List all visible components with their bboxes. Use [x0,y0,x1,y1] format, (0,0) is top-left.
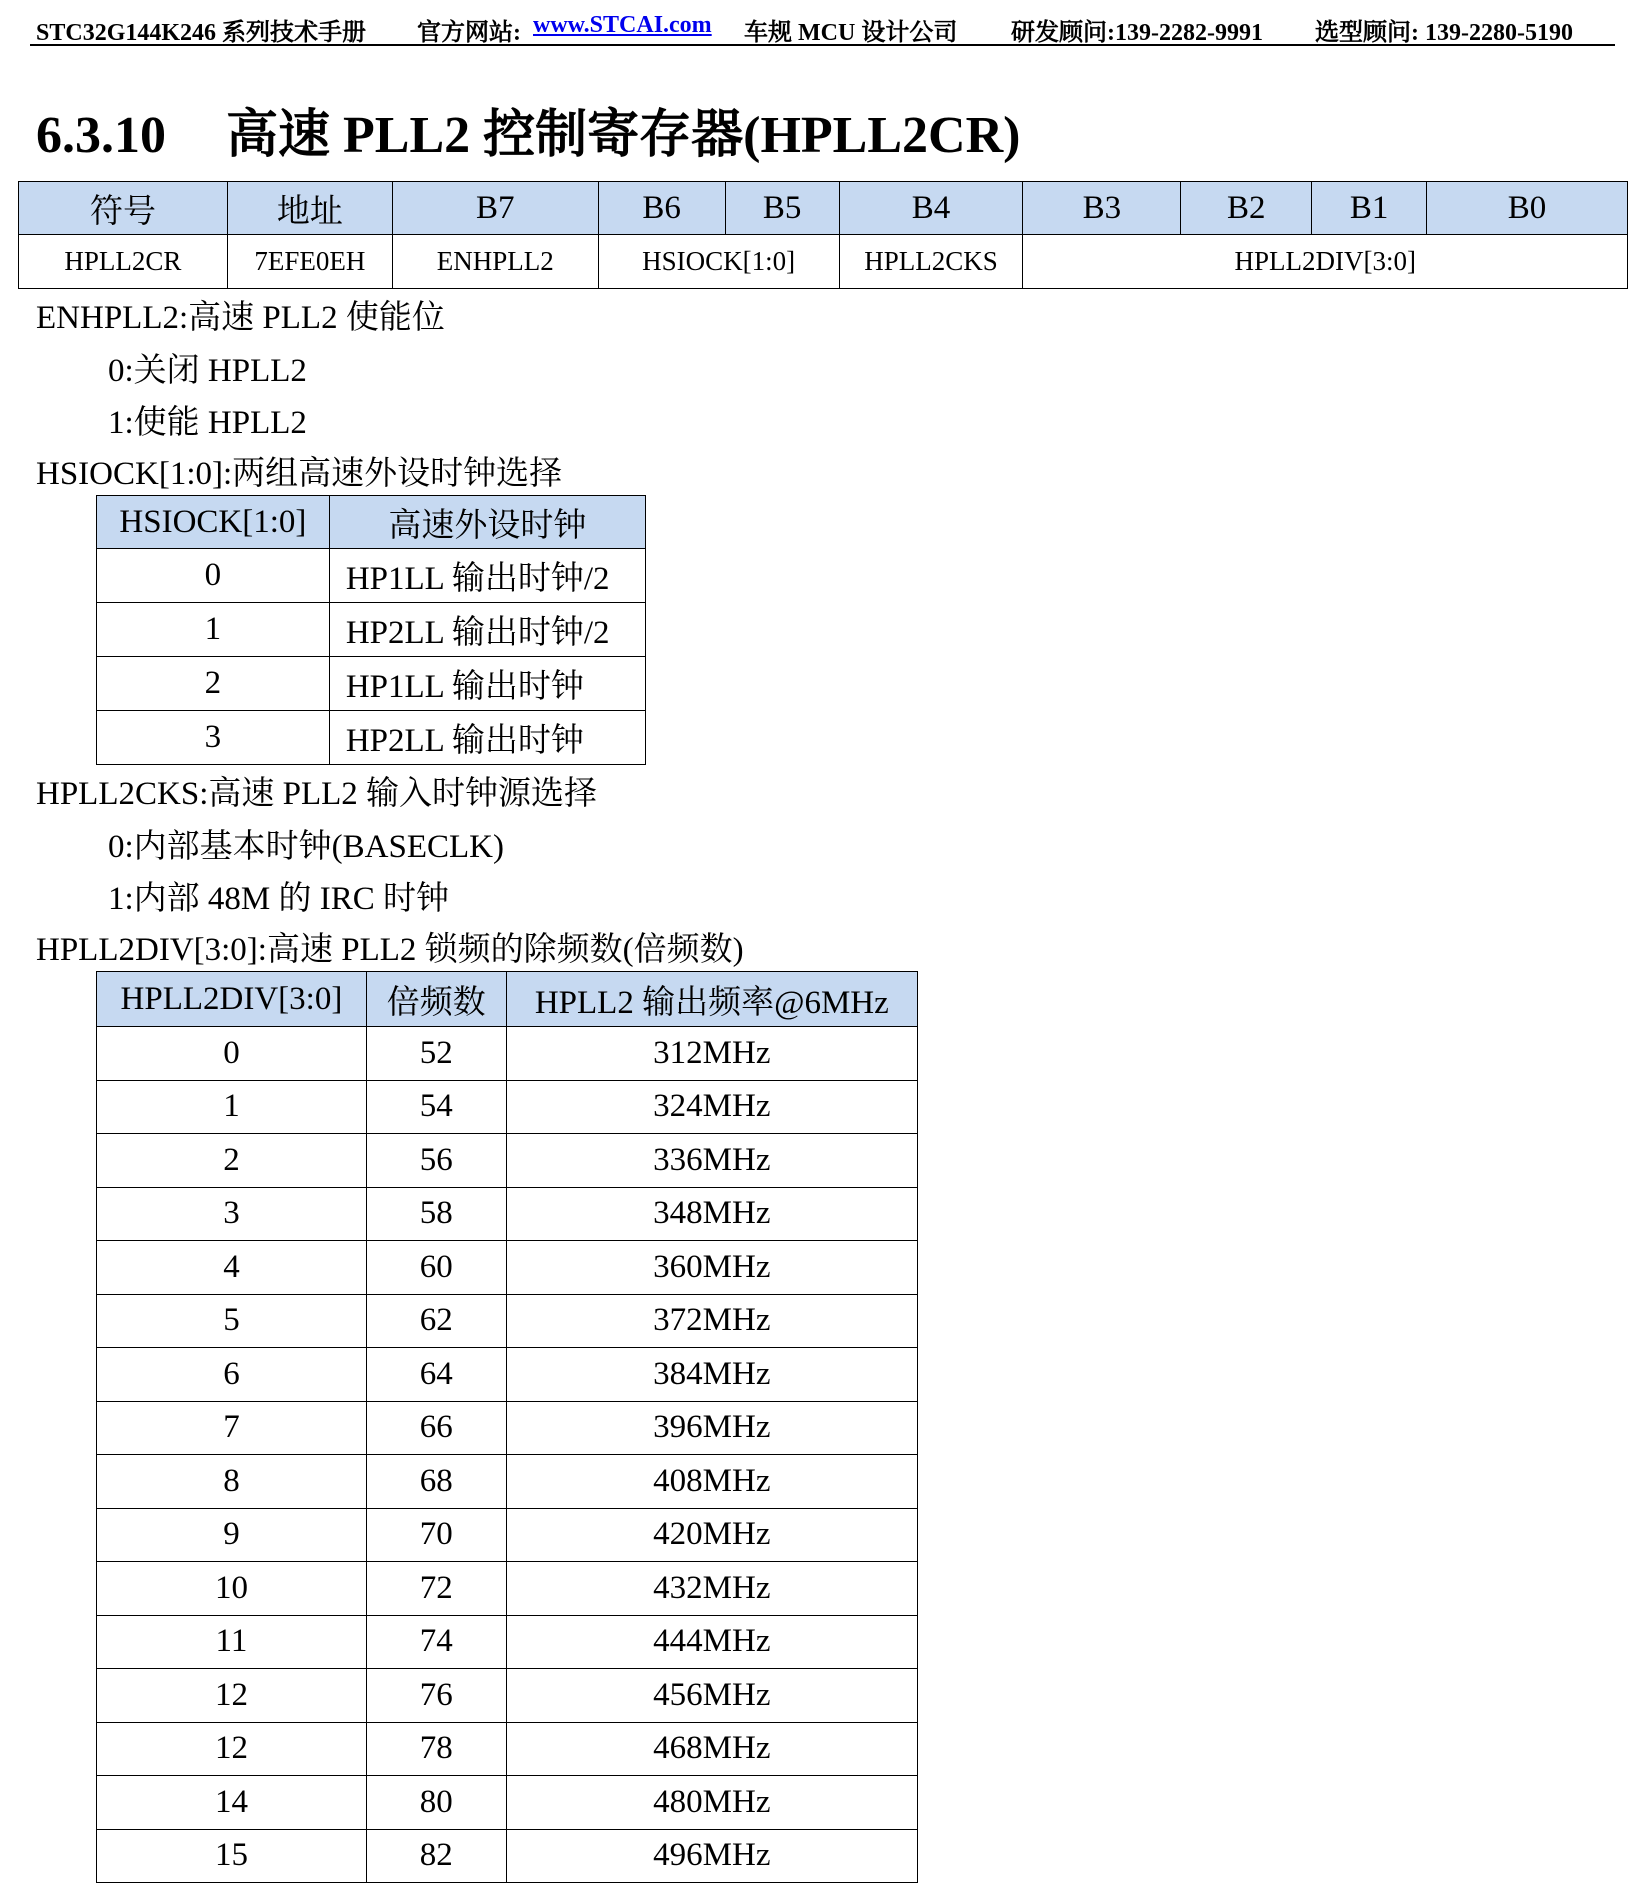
table-row [97,1027,918,1081]
register-header-row [19,182,1628,235]
hpll2div-frequency: 348MHz [506,1187,917,1241]
register-header-cell: 符号 [19,182,228,235]
hsiock-key: 1 [97,603,330,657]
hpll2div-multiplier: 70 [366,1508,506,1562]
table-row [97,1134,918,1188]
table-row [97,1241,918,1295]
table-row [97,1615,918,1669]
hpll2div-multiplier: 54 [366,1080,506,1134]
register-address: 7EFE0EH [227,235,392,289]
hpll2div-frequency: 360MHz [506,1241,917,1295]
register-table [18,181,1628,289]
table-row [97,1508,918,1562]
register-header-cell: B7 [392,182,598,235]
hpll2div-value: 9 [97,1508,367,1562]
register-header-cell: B0 [1427,182,1628,235]
hpll2div-value: 2 [97,1134,367,1188]
hpll2div-frequency: 468MHz [506,1722,917,1776]
table-row [97,1455,918,1509]
hpll2div-multiplier: 74 [366,1615,506,1669]
hpll2div-value: 15 [97,1829,367,1883]
header-site-label: 官方网站: [417,20,521,46]
hsiock-key: 3 [97,711,330,765]
register-bit3-0: HPLL2DIV[3:0] [1023,235,1628,289]
section-title: 高速 PLL2 控制寄存器(HPLL2CR) [226,107,1021,164]
register-header-cell: B1 [1312,182,1427,235]
hpll2div-multiplier: 68 [366,1455,506,1509]
hpll2div-multiplier: 82 [366,1829,506,1883]
hpll2div-multiplier: 66 [366,1401,506,1455]
hpll2div-frequency: 396MHz [506,1401,917,1455]
register-bit6-5: HSIOCK[1:0] [598,235,839,289]
hpll2div-multiplier: 76 [366,1669,506,1723]
table-row [97,1562,918,1616]
page-header [30,8,1615,46]
hpll2div-table-body [97,1027,918,1883]
hsiock-value: HP2LL 输出时钟 [329,711,645,765]
hpll2cks-description: HPLL2CKS:高速 PLL2 输入时钟源选择 [36,776,598,812]
hsiock-table [96,495,646,765]
table-row [97,549,646,603]
hpll2div-frequency: 432MHz [506,1562,917,1616]
table-row [97,1348,918,1402]
hpll2div-frequency: 312MHz [506,1027,917,1081]
register-header-cell: B2 [1181,182,1312,235]
hpll2div-frequency: 336MHz [506,1134,917,1188]
hpll2div-header-cell: 倍频数 [366,972,506,1027]
hsiock-key: 0 [97,549,330,603]
register-bit7: ENHPLL2 [392,235,598,289]
hpll2div-table [96,971,918,1883]
hpll2cks-option-0: 0:内部基本时钟(BASECLK) [108,829,504,865]
hpll2div-multiplier: 78 [366,1722,506,1776]
hpll2div-value: 6 [97,1348,367,1402]
table-row [97,1776,918,1830]
hpll2div-header-row [97,972,918,1027]
table-row [97,1080,918,1134]
hpll2div-frequency: 372MHz [506,1294,917,1348]
section-number: 6.3.10 [36,107,166,164]
hpll2div-header-cell: HPLL2 输出频率@6MHz [506,972,917,1027]
hpll2div-value: 5 [97,1294,367,1348]
hpll2div-value: 12 [97,1722,367,1776]
enhpll2-option-0: 0:关闭 HPLL2 [108,353,307,389]
hsiock-value: HP1LL 输出时钟/2 [329,549,645,603]
hpll2div-value: 8 [97,1455,367,1509]
register-value-row [19,235,1628,289]
hsiock-value: HP2LL 输出时钟/2 [329,603,645,657]
hpll2div-frequency: 480MHz [506,1776,917,1830]
table-row [97,1722,918,1776]
hsiock-value: HP1LL 输出时钟 [329,657,645,711]
hpll2div-value: 11 [97,1615,367,1669]
register-bit4: HPLL2CKS [839,235,1023,289]
hpll2div-frequency: 408MHz [506,1455,917,1509]
header-manual-title: STC32G144K246 系列技术手册 [36,20,367,46]
hsiock-header-cell: HSIOCK[1:0] [97,496,330,549]
hpll2div-value: 14 [97,1776,367,1830]
hsiock-header-row [97,496,646,549]
table-row [97,1187,918,1241]
hpll2div-multiplier: 60 [366,1241,506,1295]
hpll2div-multiplier: 80 [366,1776,506,1830]
hpll2div-description: HPLL2DIV[3:0]:高速 PLL2 锁频的除频数(倍频数) [36,932,744,968]
hpll2cks-option-1: 1:内部 48M 的 IRC 时钟 [108,881,450,917]
hpll2div-header-cell: HPLL2DIV[3:0] [97,972,367,1027]
header-company: 车规 MCU 设计公司 [744,20,958,46]
hpll2div-multiplier: 72 [366,1562,506,1616]
hpll2div-multiplier: 64 [366,1348,506,1402]
hpll2div-frequency: 384MHz [506,1348,917,1402]
table-row [97,1829,918,1883]
register-header-cell: B4 [839,182,1023,235]
table-row [97,603,646,657]
register-header-cell: B5 [725,182,839,235]
register-header-cell: B3 [1023,182,1181,235]
hpll2div-value: 10 [97,1562,367,1616]
hpll2div-value: 12 [97,1669,367,1723]
hpll2div-frequency: 496MHz [506,1829,917,1883]
hpll2div-value: 4 [97,1241,367,1295]
section-heading [36,92,1020,167]
enhpll2-description: ENHPLL2:高速 PLL2 使能位 [36,300,445,336]
hpll2div-value: 7 [97,1401,367,1455]
hsiock-key: 2 [97,657,330,711]
table-row [97,711,646,765]
hsiock-header-cell: 高速外设时钟 [329,496,645,549]
hpll2div-multiplier: 62 [366,1294,506,1348]
table-row [97,1669,918,1723]
hpll2div-multiplier: 52 [366,1027,506,1081]
table-row [97,657,646,711]
header-site-link[interactable]: www.STCAI.com [533,12,712,38]
hpll2div-value: 0 [97,1027,367,1081]
header-rd-contact: 研发顾问:139-2282-9991 [1011,20,1263,46]
hsiock-description: HSIOCK[1:0]:两组高速外设时钟选择 [36,456,563,492]
hpll2div-frequency: 444MHz [506,1615,917,1669]
register-header-cell: 地址 [227,182,392,235]
register-header-cell: B6 [598,182,725,235]
hpll2div-frequency: 456MHz [506,1669,917,1723]
hpll2div-value: 1 [97,1080,367,1134]
enhpll2-option-1: 1:使能 HPLL2 [108,405,307,441]
table-row [97,1294,918,1348]
header-sel-contact: 选型顾问: 139-2280-5190 [1315,20,1573,46]
table-row [97,1401,918,1455]
hpll2div-value: 3 [97,1187,367,1241]
hpll2div-frequency: 420MHz [506,1508,917,1562]
hpll2div-multiplier: 56 [366,1134,506,1188]
hpll2div-frequency: 324MHz [506,1080,917,1134]
hpll2div-multiplier: 58 [366,1187,506,1241]
register-symbol: HPLL2CR [19,235,228,289]
